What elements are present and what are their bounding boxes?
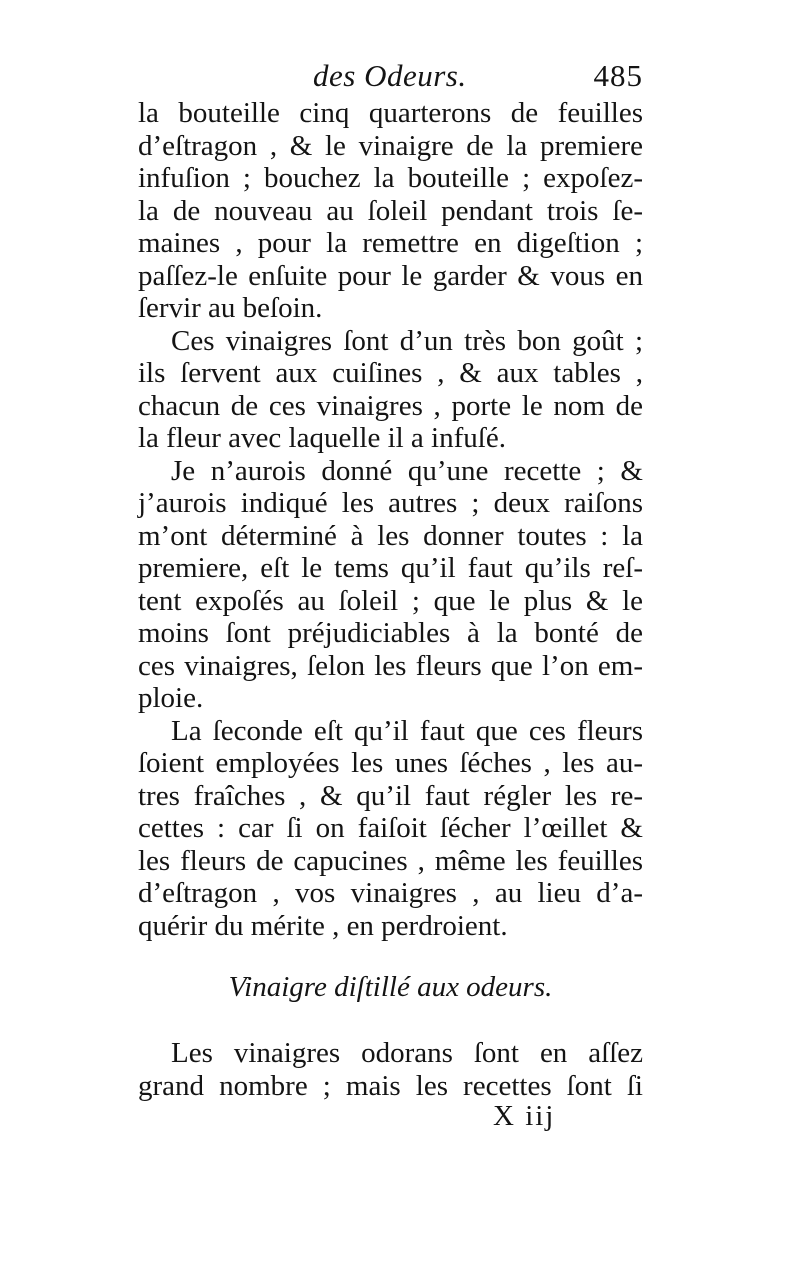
text-line: ploie. [138, 682, 204, 714]
text-line: grand nombre ; mais les recettes ſont ſi [138, 1069, 643, 1102]
text-line: ces vinaigres, ſelon les fleurs que l’on em- [138, 649, 643, 682]
running-title: des Odeurs. [313, 58, 467, 93]
text-line: Les vinaigres odorans ſont en aſſez [171, 1037, 643, 1069]
text-line: d’eſtragon , vos vinaigres , au lieu d’a- [138, 877, 643, 909]
text-line: d’eſtragon , & le vinaigre de la premiere [138, 129, 643, 162]
text-line: ils ſervent aux cuiſines , & aux tables , [138, 357, 643, 389]
text-line: tres fraîches , & qu’il faut régler les re- [138, 779, 643, 812]
text-line: paſſez-le enſuite pour le garder & vous en [138, 259, 643, 292]
text-line: Je n’aurois donné qu’une recette ; & [171, 454, 643, 487]
text-line: la bouteille cinq quarterons de feuilles [138, 97, 643, 129]
text-line: Ces vinaigres ſont d’un très bon goût ; [171, 324, 643, 357]
text-line: ſervir au beſoin. [138, 292, 323, 324]
text-line: moins ſont préjudiciables à la bonté de [138, 617, 643, 649]
text-line: tent expoſés au ſoleil ; que le plus & le [138, 584, 643, 617]
text-line: La ſeconde eſt qu’il faut que ces fleurs [171, 714, 643, 747]
body-text [138, 97, 643, 942]
text-line: chacun de ces vinaigres , porte le nom de [138, 389, 643, 422]
running-head [138, 58, 643, 98]
text-line: j’aurois indiqué les autres ; deux raiſons [138, 487, 643, 519]
text-line: la de nouveau au ſoleil pendant trois ſe- [138, 194, 643, 227]
text-line: infuſion ; bouchez la bouteille ; expoſez- [138, 162, 643, 194]
text-line: quérir du mérite , en perdroient. [138, 909, 508, 942]
section-heading: Vinaigre diſtillé aux odeurs. [228, 971, 553, 1003]
page-number: 485 [593, 58, 643, 93]
text-line: m’ont déterminé à les donner toutes : la [138, 519, 643, 552]
text-line: maines , pour la remettre en digeſtion ; [138, 227, 643, 259]
text-line: les fleurs de capucines , même les feuilles [138, 844, 643, 877]
text-line: premiere, eſt le tems qu’il faut qu’ils reſ- [138, 552, 643, 584]
signature-mark: X iij [493, 1100, 556, 1132]
text-line: la fleur avec laquelle il a infuſé. [138, 422, 506, 454]
text-line: ſoient employées les unes ſéches , les au- [138, 747, 643, 779]
body-text-continued [138, 1037, 643, 1102]
text-line: cettes : car ſi on faiſoit ſécher l’œillet & [138, 812, 643, 844]
